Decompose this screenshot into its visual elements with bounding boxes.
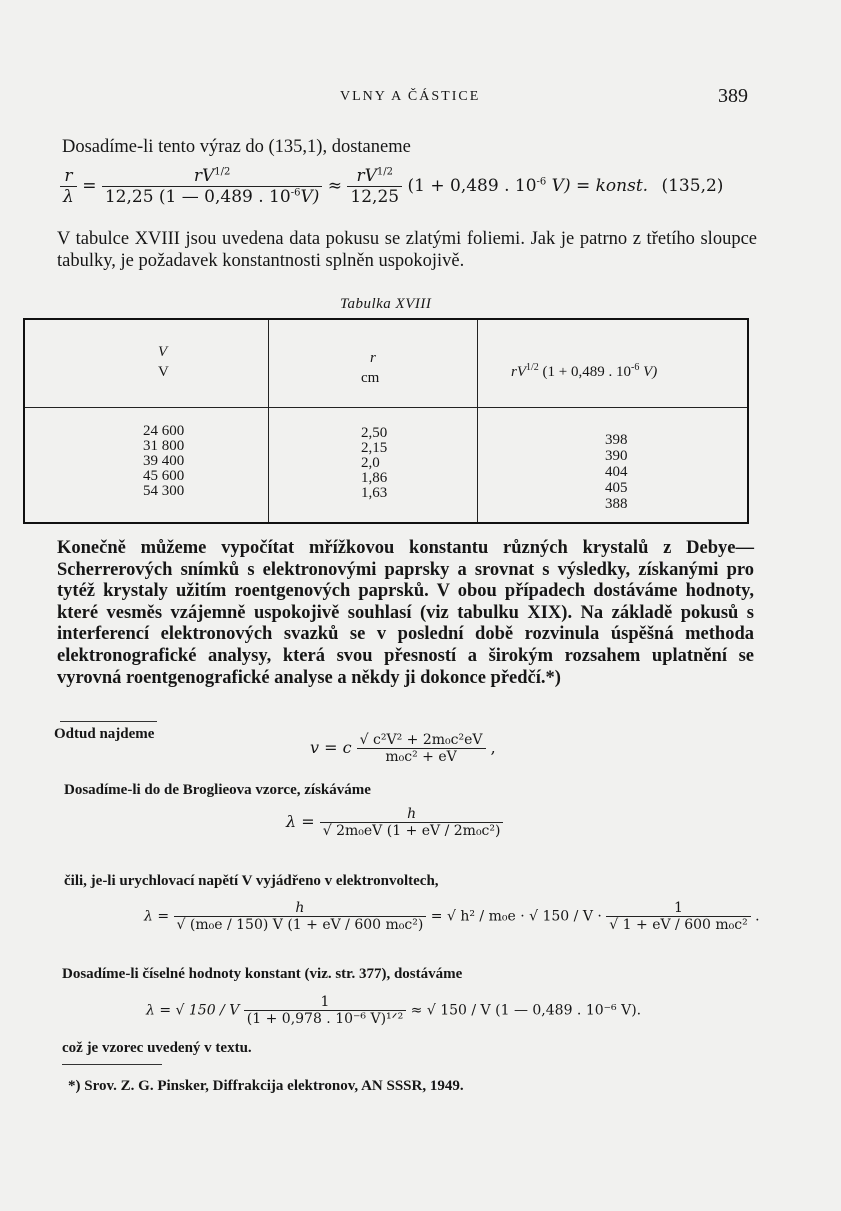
table-cell-product: 388 xyxy=(605,496,628,512)
derivation-text-3: čili, je-li urychlovací napětí V vyjádřeno v elektronvoltech, xyxy=(64,873,439,889)
table-column-rule xyxy=(477,320,478,522)
intro-line: Dosadíme-li tento výraz do (135,1), dostaneme xyxy=(62,137,411,157)
table-column-rule xyxy=(268,320,269,522)
table-cell-voltage: 39 400 xyxy=(143,453,185,469)
column-voltage xyxy=(143,424,184,499)
eq-lhs-fraction: $\frac{r}{\lambda}$ xyxy=(60,166,77,207)
footnote: *) Srov. Z. G. Pinsker, Diffrakcija elektronov, AN SSSR, 1949. xyxy=(68,1078,464,1094)
table-cell-radius: 1,63 xyxy=(361,485,388,501)
column-product xyxy=(605,432,628,512)
table-header-rule xyxy=(25,407,747,408)
table-cell-voltage: 31 800 xyxy=(143,438,185,454)
header-col1-unit: V xyxy=(158,364,169,380)
table-cell-radius: 1,86 xyxy=(361,470,388,486)
derivation-text-1: Odtud najdeme xyxy=(54,726,155,742)
table-cell-voltage: 24 600 xyxy=(143,423,185,439)
paragraph-main: Konečně můžeme vypočítat mřížkovou konstantu různých krystalů z Debye—Scherrerových snímků s elektronovými paprsky a srovnat s výsledky, získanými pro tytéž krystaly užitím roentgenových paprsků. V obou případech dostáváme hodnoty, které vesměs vzájemně uspokojivě souhlasí (viz tabulku XIX). Na základě pokusů s interferencí elektronových svazků se v poslední době rozvinula úspěšná methoda elektronografické analysy, která svou přesností a širokým rozsahem uplatnění se vyrovná roentgenografické analyse a někdy ji dokonce předčí.*) xyxy=(57,538,754,688)
table-cell-radius: 2,0 xyxy=(361,455,380,471)
derivation-text-5: což je vzorec uvedený v textu. xyxy=(62,1040,252,1056)
table-cell-radius: 2,50 xyxy=(361,425,388,441)
footnote-rule xyxy=(62,1064,162,1065)
equation-lambda-1: λ = $\frac{h}{\text{√ 2m₀eV (1 + eV / 2m₀c²)}}$ xyxy=(286,806,503,839)
derivation-text-2: Dosadíme-li do de Broglieova vzorce, získáváme xyxy=(64,782,371,798)
header-col1-symbol: V xyxy=(158,344,168,360)
table-cell-voltage: 54 300 xyxy=(143,483,185,499)
equation-lambda-2: λ = $\frac{h}{\text{√ (m₀e / 150) V (1 + eV / 600 m₀c²)}}$ = √ h² / m₀e · √ 150 / V · $\frac{1}{\text{√ 1 + eV / 600 m₀c²}}$ . xyxy=(144,900,760,933)
separator-rule xyxy=(60,721,157,722)
table-cell-voltage: 45 600 xyxy=(143,468,185,484)
table-title: Tabulka XVIII xyxy=(340,296,432,312)
running-title: VLNY A ČÁSTICE xyxy=(340,89,481,104)
equation-lambda-3: λ = √ 150 / V $\frac{1}{\text{(1 + 0,978 . 10⁻⁶ V)¹ᐟ²}}$ ≈ √ 150 / V (1 — 0,489 . 10⁻⁶ V). xyxy=(146,994,642,1027)
page-number: 389 xyxy=(718,85,748,107)
eq-fraction-1: $\frac{rV^{1/2}}{12,25 (1 — 0,489 . 10^{-6}V)}$ xyxy=(102,166,323,207)
eq-fraction-2: $\frac{rV^{1/2}}{12,25}$ xyxy=(347,166,402,207)
table-cell-product: 390 xyxy=(605,448,628,464)
equation-velocity: v = c $\frac{\text{√ c²V² + 2m₀c²eV}}{\text{m₀c² + eV}}$ , xyxy=(310,732,496,765)
paragraph-table-intro: V tabulce XVIII jsou uvedena data pokusu se zlatými foliemi. Jak je patrno z třetího sloupce tabulky, je požadavek konstantnosti splněn uspokojivě. xyxy=(57,229,757,271)
header-col2-unit: cm xyxy=(361,370,380,386)
table-cell-product: 398 xyxy=(605,432,628,448)
column-radius xyxy=(361,426,387,501)
table-cell-product: 405 xyxy=(605,480,628,496)
header-col2-symbol: r xyxy=(370,350,376,366)
derivation-text-4: Dosadíme-li číselné hodnoty konstant (viz. str. 377), dostáváme xyxy=(62,966,463,982)
data-table xyxy=(23,318,749,524)
table-cell-radius: 2,15 xyxy=(361,440,388,456)
header-col3: $rV^{1/2}$ (1 + 0,489 . $10^{-6}$ V) xyxy=(511,362,658,380)
equation-label: (135,2) xyxy=(661,176,724,196)
approx-sign: ≈ xyxy=(327,176,343,196)
equation-135-2: $\frac{r}{\lambda}$ = $\frac{rV^{1/2}}{12,25 (1 — 0,489 . 10^{-6}V)}$ ≈ $\frac{rV^{1/2}}{12,25}$ (1 + 0,489 . $10^{-6}$ V) = konst. (135,2) xyxy=(60,166,723,207)
table-cell-product: 404 xyxy=(605,464,628,480)
